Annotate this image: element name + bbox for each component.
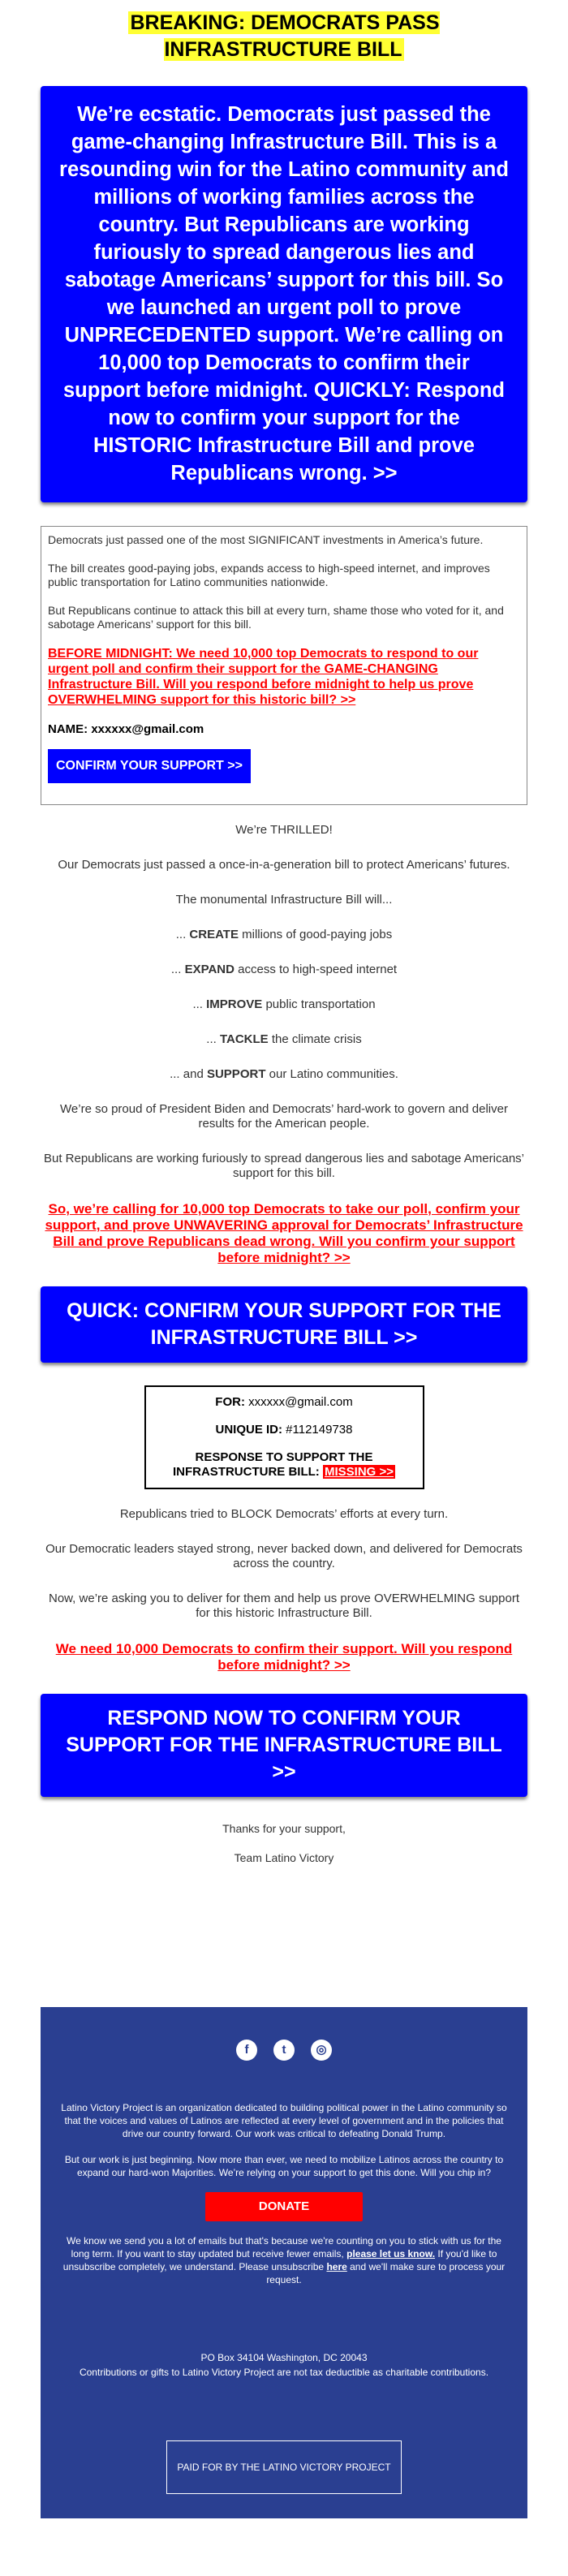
email-body [41,10,527,1865]
twitter-icon[interactable]: t [273,2040,295,2061]
body2-paragraph-2: Our Democratic leaders stayed strong, never backed down, and delivered for Democrats across the country. [45,1542,523,1570]
unique-id-value: #112149738 [286,1423,353,1437]
bill-item: ... and SUPPORT our Latino communities. [170,1067,398,1081]
body-section-1 [41,823,527,1266]
body1-paragraph-4: We’re so proud of President Biden and Democrats’ hard-work to govern and deliver results for the American people. [60,1102,508,1131]
box-paragraph-2: The bill creates good-paying jobs, expands access to high-speed internet, and improves public transportation for Latino communities nationwide. [48,562,490,588]
respond-now-button[interactable]: RESPOND NOW TO CONFIRM YOUR SUPPORT FOR THE INFRASTRUCTURE BILL >> [41,1694,527,1797]
thrilled-text: We’re THRILLED! [235,823,333,837]
social-links [58,2040,510,2061]
footer-disclaimer: Contributions or gifts to Latino Victory Project are not tax deductible as charitable contributions. [79,2367,489,2378]
headline [41,10,527,63]
name-row [48,722,520,736]
body1-paragraph-3: The monumental Infrastructure Bill will... [175,893,393,907]
box-paragraph-3: But Republicans continue to attack this bill at every turn, shame those who voted for it, and sabotage Americans’ support for this bill. [48,604,504,631]
facebook-icon[interactable]: f [236,2040,257,2061]
footer-appeal: But our work is just beginning. Now more than ever, we need to mobilize Latinos across the country to expand our hard-won Majorities. We’re relying on your support to get this done. Will you chip in? [64,2154,504,2178]
body2-paragraph-3: Now, we’re asking you to deliver for them and help us prove OVERWHELMING support for this historic Infrastructure Bill. [49,1592,519,1620]
body1-paragraph-2: Our Democrats just passed a once-in-a-generation bill to protect Americans’ futures. [58,858,510,872]
hero-button[interactable]: We’re ecstatic. Democrats just passed the game-changing Infrastructure Bill. This is a resounding win for the Latino community and millions of working families across the country. But Republicans are working furiously to spread dangerous lies and sabotage Americans’ support for this bill. So we launched an urgent poll to prove UNPRECEDENTED support. We’re calling on 10,000 top Democrats to confirm their support before midnight. QUICKLY: Respond now to confirm your support for the HISTORIC Infrastructure Bill and prove Republicans wrong. >> [41,86,527,502]
box-red-link[interactable]: BEFORE MIDNIGHT: We need 10,000 top Democrats to respond to our urgent poll and confirm their support for the GAME-CHANGING Infrastructure Bill. Will you respond before midnight to help us prove OVERWHELMING support for this historic bill? >> [48,647,479,707]
body2-paragraph-1: Republicans tried to BLOCK Democrats’ efforts at every turn. [119,1507,449,1521]
footer-about: Latino Victory Project is an organization dedicated to building political power in the Latino community so that the voices and values of Latinos are reflected at every level of government and in the policies that drive our country forward. Our work was critical to defeating Donald Trump. [61,2102,507,2139]
footer-email-prefs: We know we send you a lot of emails but that's because we're counting on you to stick with us for the long term. If you want to stay updated but receive fewer emails, please let us know. If you'd like to unsubscribe completely, we understand. Please unsubscribe here and we'll make sure to process your request. [62,2235,506,2285]
quick-confirm-button[interactable]: QUICK: CONFIRM YOUR SUPPORT FOR THE INFRASTRUCTURE BILL >> [41,1286,527,1363]
for-row: FOR: xxxxxx@gmail.com [215,1395,353,1409]
body-section-2 [41,1507,527,1674]
thanks-text: Thanks for your support, [222,1822,346,1835]
unique-id-row: UNIQUE ID: #112149738 [215,1423,353,1437]
bill-item: ... TACKLE the climate crisis [206,1032,362,1046]
for-value: xxxxxx@gmail.com [248,1395,353,1409]
response-row: RESPONSE TO SUPPORT THE INFRASTRUCTURE BILL: MISSING >> [172,1450,394,1479]
donate-button[interactable]: DONATE [205,2192,363,2221]
bill-item: ... EXPAND access to high-speed internet [170,963,398,976]
unsubscribe-link[interactable]: here [326,2261,347,2272]
body1-red-link[interactable]: So, we’re calling for 10,000 top Democrats to take our poll, confirm your support, and prove UNWAVERING approval for Democrats’ Infrastructure Bill and prove Republicans dead wrong. Will you confirm your support before midnight? >> [45,1201,523,1265]
box-paragraph-1: Democrats just passed one of the most SIGNIFICANT investments in America’s future. [48,533,484,546]
team-text: Team Latino Victory [234,1851,334,1864]
name-value: xxxxxx@gmail.com [91,722,204,736]
body1-paragraph-5: But Republicans are working furiously to spread dangerous lies and sabotage Americans’ support for this bill. [43,1152,524,1180]
fewer-emails-link[interactable]: please let us know. [346,2248,436,2259]
poll-box [41,526,527,805]
response-form-box [144,1385,424,1489]
confirm-support-button[interactable]: CONFIRM YOUR SUPPORT >> [48,749,251,783]
footer [41,2007,527,2518]
body2-red-link[interactable]: We need 10,000 Democrats to confirm their support. Will you respond before midnight? >> [55,1641,513,1673]
bill-item: ... IMPROVE public transportation [192,997,376,1011]
bill-item: ... CREATE millions of good-paying jobs [175,928,393,941]
name-label: NAME: [48,722,88,736]
paid-for-box: PAID FOR BY THE LATINO VICTORY PROJECT [166,2440,401,2494]
footer-address: PO Box 34104 Washington, DC 20043 [200,2352,368,2363]
signoff [41,1821,527,1865]
instagram-icon[interactable]: ◎ [311,2040,332,2061]
headline-text: BREAKING: DEMOCRATS PASS INFRASTRUCTURE BILL [130,11,440,61]
missing-status-link[interactable]: MISSING >> [324,1465,394,1479]
